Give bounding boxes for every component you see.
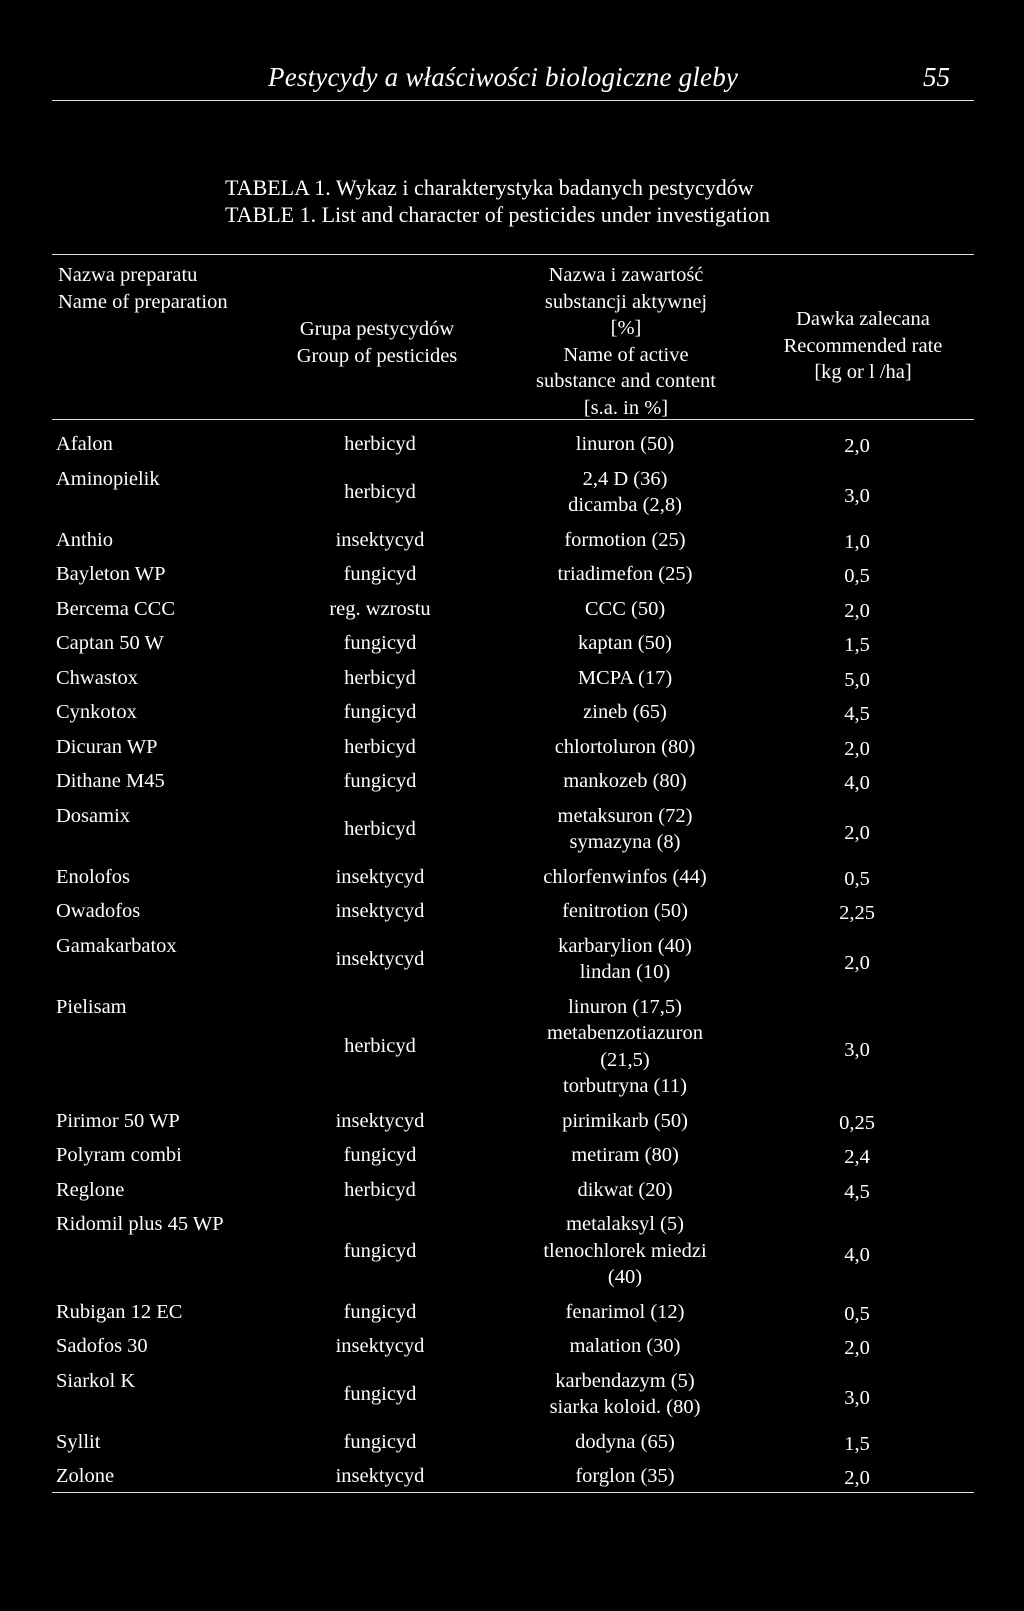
active-substance-line: lindan (10) (579, 961, 671, 983)
table-caption-english: TABLE 1. List and character of pesticides under investigation (225, 202, 771, 227)
column-header-substance-line: Name of active (563, 343, 689, 366)
active-substance (500, 665, 750, 692)
recommended-rate: 2,0 (844, 737, 870, 760)
running-title: Pestycydy a właściwości biologiczne gleby (268, 62, 739, 92)
active-substance (500, 561, 750, 588)
recommended-rate: 3,0 (844, 1386, 870, 1409)
active-substance-line: karbendazym (5) (555, 1369, 695, 1392)
active-substance-line: dodyna (65) (575, 1430, 675, 1453)
preparation-name: Owadofos (56, 900, 141, 922)
preparation-name: Chwastox (56, 666, 138, 689)
table-row (0, 561, 1024, 588)
active-substance-line: triadimefon (25) (557, 563, 693, 585)
table-row (0, 1211, 1024, 1291)
pesticide-group: insektycyd (335, 1465, 425, 1487)
table-row (0, 1299, 1024, 1326)
active-substance (500, 1177, 750, 1204)
pesticide-group: fungicyd (343, 1382, 417, 1405)
active-substance-line: CCC (50) (584, 597, 666, 620)
pesticide-group: reg. wzrostu (329, 597, 431, 620)
preparation-name: Dithane M45 (56, 770, 165, 792)
column-header-name-pl: Nazwa preparatu (58, 264, 198, 286)
pesticide-group: insektycyd (335, 900, 425, 922)
recommended-rate: 2,25 (839, 902, 875, 924)
active-substance-line: metalaksyl (5) (566, 1213, 684, 1235)
recommended-rate: 1,0 (844, 530, 870, 553)
table-row (0, 803, 1024, 856)
preparation-name: Bercema CCC (56, 597, 175, 620)
pesticide-group: herbicyd (344, 480, 416, 503)
pesticide-group: fungicyd (343, 1144, 417, 1166)
active-substance (500, 1333, 750, 1360)
active-substance (500, 466, 750, 519)
recommended-rate: 1,5 (844, 1432, 870, 1455)
table-row (0, 665, 1024, 692)
column-header-rate-line: [kg or l /ha] (814, 361, 912, 383)
page-number: 55 (923, 62, 950, 92)
table-row (0, 933, 1024, 986)
active-substance-line: linuron (17,5) (568, 995, 682, 1018)
active-substance (500, 1429, 750, 1456)
table-row (0, 1177, 1024, 1204)
recommended-rate: 3,0 (844, 1039, 870, 1062)
column-header-rate-line: Recommended rate (783, 334, 943, 357)
recommended-rate: 2,0 (844, 435, 870, 457)
column-header-rate-line: Dawka zalecana (796, 308, 930, 330)
active-substance-line: karbarylion (40) (558, 934, 692, 957)
pesticide-group: insektycyd (335, 528, 425, 551)
pesticide-group: fungicyd (343, 632, 417, 654)
column-header-name-en: Name of preparation (58, 290, 228, 313)
table-row (0, 431, 1024, 458)
table-row (0, 1463, 1024, 1490)
active-substance-line: dikwat (20) (577, 1178, 673, 1201)
active-substance (500, 699, 750, 726)
active-substance (500, 1299, 750, 1326)
active-substance-line: MCPA (17) (577, 666, 673, 689)
active-substance-line: mankozeb (80) (563, 770, 687, 792)
active-substance (500, 1211, 750, 1291)
recommended-rate: 2,4 (844, 1146, 870, 1168)
active-substance-line: kaptan (50) (578, 632, 672, 654)
recommended-rate: 2,0 (844, 951, 870, 974)
active-substance-line: formotion (25) (564, 528, 686, 551)
pesticide-group: insektycyd (335, 865, 425, 888)
active-substance (500, 630, 750, 657)
pesticide-group: fungicyd (343, 701, 417, 723)
active-substance-line: metaksuron (72) (557, 804, 693, 827)
active-substance-line: 2,4 D (36) (582, 467, 668, 490)
active-substance-line: chlorfenwinfos (44) (543, 865, 707, 888)
pesticide-group: herbicyd (344, 735, 416, 758)
active-substance-line: (40) (607, 1266, 643, 1288)
recommended-rate: 4,0 (844, 772, 870, 794)
column-header-substance-line: substance and content (536, 370, 716, 392)
pesticide-group: herbicyd (344, 817, 416, 840)
preparation-name: Enolofos (56, 865, 131, 888)
table-row (0, 1368, 1024, 1421)
table-row (0, 768, 1024, 795)
active-substance (500, 768, 750, 795)
preparation-name: Aminopielik (56, 467, 160, 490)
pesticide-group: fungicyd (343, 1430, 417, 1453)
table-row (0, 1108, 1024, 1135)
column-header-substance-line: [s.a. in %] (583, 396, 669, 419)
pesticide-group: insektycyd (335, 947, 425, 970)
pesticide-group: fungicyd (343, 1300, 417, 1323)
active-substance-line: dicamba (2,8) (568, 494, 682, 516)
table-row (0, 1333, 1024, 1360)
table-caption-polish: TABELA 1. Wykaz i charakterystyka badanych pestycydów (225, 175, 754, 200)
preparation-name: Pirimor 50 WP (56, 1109, 180, 1132)
table-row (0, 994, 1024, 1100)
recommended-rate: 4,5 (844, 1180, 870, 1203)
pesticide-group: herbicyd (344, 433, 416, 455)
table-row (0, 1429, 1024, 1456)
active-substance-line: fenarimol (12) (565, 1300, 685, 1323)
preparation-name: Dicuran WP (56, 735, 158, 758)
preparation-name: Siarkol K (56, 1369, 136, 1392)
column-header-group-pl: Grupa pestycydów (299, 318, 455, 340)
column-header-substance-line: Nazwa i zawartość (548, 264, 704, 286)
pesticide-group: herbicyd (344, 1178, 416, 1201)
table-row (0, 527, 1024, 554)
preparation-name: Bayleton WP (56, 563, 166, 585)
pesticide-group: fungicyd (343, 563, 417, 585)
table-bottom-rule (52, 1492, 974, 1493)
preparation-name: Rubigan 12 EC (56, 1300, 183, 1323)
active-substance-line: (21,5) (600, 1048, 650, 1071)
active-substance-line: malation (30) (569, 1335, 681, 1357)
active-substance (500, 596, 750, 623)
table-row (0, 864, 1024, 891)
preparation-name: Polyram combi (56, 1144, 182, 1166)
preparation-name: Reglone (56, 1178, 125, 1201)
active-substance (500, 1368, 750, 1421)
pesticide-group: herbicyd (344, 666, 416, 689)
pesticide-group: insektycyd (335, 1335, 425, 1357)
active-substance-line: tlenochlorek miedzi (543, 1239, 707, 1262)
preparation-name: Zolone (56, 1465, 115, 1487)
preparation-name: Syllit (56, 1430, 101, 1453)
pesticide-group: insektycyd (335, 1109, 425, 1132)
column-header-substance-line: substancji aktywnej (544, 290, 708, 313)
active-substance-line: metiram (80) (571, 1144, 679, 1166)
recommended-rate: 2,0 (844, 1467, 870, 1489)
active-substance-line: fenitrotion (50) (562, 900, 688, 922)
preparation-name: Captan 50 W (56, 632, 164, 654)
recommended-rate: 2,0 (844, 1337, 870, 1359)
preparation-name: Sadofos 30 (56, 1335, 148, 1357)
active-substance-line: torbutryna (11) (563, 1075, 687, 1097)
column-header-substance-line: [%] (610, 317, 642, 339)
recommended-rate: 0,25 (839, 1111, 875, 1134)
active-substance (500, 1142, 750, 1169)
recommended-rate: 1,5 (844, 634, 870, 656)
recommended-rate: 0,5 (844, 867, 870, 890)
table-row (0, 1142, 1024, 1169)
active-substance-line: forglon (35) (575, 1465, 675, 1487)
active-substance-line: chlortoluron (80) (554, 735, 696, 758)
active-substance (500, 527, 750, 554)
active-substance (500, 431, 750, 458)
recommended-rate: 4,0 (844, 1243, 870, 1266)
recommended-rate: 3,0 (844, 484, 870, 507)
active-substance-line: linuron (50) (575, 433, 675, 455)
active-substance (500, 864, 750, 891)
active-substance (500, 933, 750, 986)
table-row (0, 596, 1024, 623)
pesticide-group: fungicyd (343, 770, 417, 792)
preparation-name: Afalon (56, 433, 113, 455)
table-row (0, 466, 1024, 519)
column-header-group-en: Group of pesticides (296, 344, 458, 367)
table-row (0, 699, 1024, 726)
recommended-rate: 5,0 (844, 668, 870, 691)
table-row (0, 734, 1024, 761)
active-substance-line: symazyna (8) (569, 831, 681, 853)
preparation-name: Ridomil plus 45 WP (56, 1213, 224, 1235)
preparation-name: Anthio (56, 528, 113, 551)
recommended-rate: 4,5 (844, 703, 870, 725)
active-substance (500, 803, 750, 856)
active-substance-line: pirimikarb (50) (562, 1109, 688, 1132)
table-row (0, 630, 1024, 657)
preparation-name: Cynkotox (56, 701, 137, 723)
active-substance (500, 734, 750, 761)
preparation-name: Pielisam (56, 995, 127, 1018)
recommended-rate: 0,5 (844, 565, 870, 587)
recommended-rate: 0,5 (844, 1302, 870, 1325)
active-substance (500, 898, 750, 925)
active-substance-line: zineb (65) (583, 701, 667, 723)
active-substance (500, 994, 750, 1100)
active-substance (500, 1463, 750, 1490)
recommended-rate: 2,0 (844, 821, 870, 844)
pesticide-group: fungicyd (343, 1239, 417, 1262)
preparation-name: Dosamix (56, 804, 131, 827)
recommended-rate: 2,0 (844, 599, 870, 622)
table-row (0, 898, 1024, 925)
active-substance-line: metabenzotiazuron (547, 1022, 703, 1044)
active-substance-line: siarka koloid. (80) (549, 1396, 701, 1418)
preparation-name: Gamakarbatox (56, 934, 177, 957)
active-substance (500, 1108, 750, 1135)
pesticide-group: herbicyd (344, 1035, 416, 1058)
